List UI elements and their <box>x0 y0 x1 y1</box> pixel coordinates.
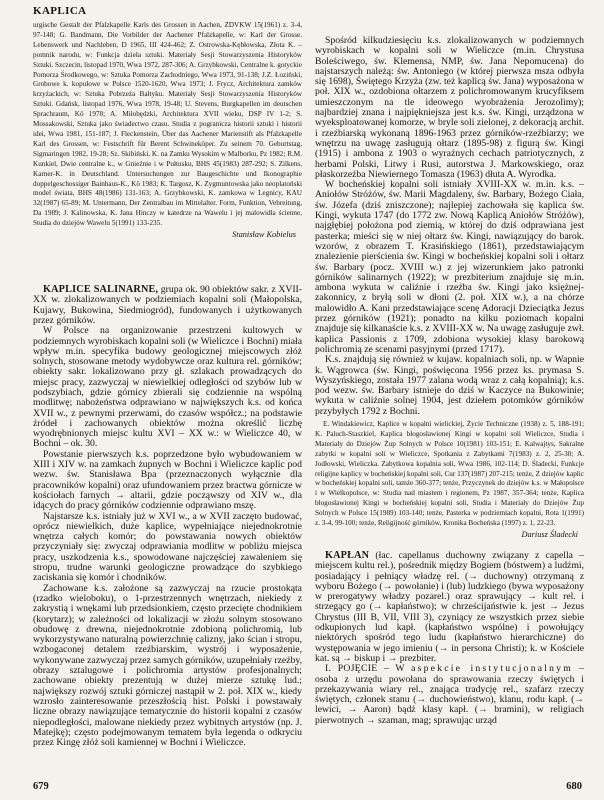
paragraph: Zachowane k.s. założone są zazwyczaj na rzucie prostokąta (rzadko wieloboku), o 1-przestrzennych wnętrzach, niekiedy z zakrystią i wnękami lub przedsionkiem, często przecięte chodnikiem (korytarz); w zależności od lokalizacji w złożu solnym stosowano obudowę z drewna, niejednokrotnie zdobioną polichromią, lub wykorzystywano naturalną powierzchnię calizny, jako ścian i stropu, wzbogaconej detalem rzeźbiarskim, wystrój i wyposażenie, wykonywane zazwyczaj przez samych górników, uzupełniały rzeźby, obrazy sztalugowe i polichromia artystów profesjonalnych; zachowane obiekty prezentują w dużej mierze sztukę lud.; największy rozwój sztuki górniczej nastąpił w 2. poł. XIX w., kiedy wzrosło zainteresowanie przeszłością hist. Polski i powstawały liczne obrazy nawiązujące tematycznie do historii kopalni z czasów niepodległości, malowane niekiedy przez wybitnych artystów (np. J. Matejkę); często podejmowanym tematem była legenda o odkryciu przez Kingę złóż soli kamiennej w Bochni i Wieliczce. <box>33 582 302 749</box>
section-pojecie-paragraph <box>315 664 584 726</box>
paragraph: Powstanie pierwszych k.s. poprzedzone było wybudowaniem w XIII i XIV w. na zamkach żupnych w Bochni i Wieliczce kaplic pod wezw. św. Stanisława Bpa (przeznaczonych wyłącznie dla pracowników kopalni) oraz ufundowaniem przez bractwa górnicze w kościołach farnych → altarii, gdzie począwszy od XIV w., dla idących do pracy górników codziennie odprawiano mszę. <box>33 448 302 512</box>
running-head: KAPLICA <box>33 5 87 17</box>
entry-lead-text: grupa ok. 90 obiektów sakr. z XVII-XX w. zlokalizowanych w podziemiach kopalni soli (Małopolska, Kujawy, Bukowina, Siedmiogród), fundowanych i użytkowanych przez górników. <box>33 284 302 326</box>
paragraph: Najstarsze k.s. istniały już w XVI w., a w XVII zaczęto budować, oprócz niewielkich, duże kaplice, wypełniające niejednokrotnie wnętrza całych komór; do powstawania nowych obiektów przyczyniały się: zwyczaj odprawiania modlitw w pobliżu miejsca pracy, uszkodzenia k.s., spowodowane najczęściej zawaleniem się stropu, trudne warunki geologiczne prowadzące do szybkiego zaciskania się komór i chodników. <box>33 510 302 584</box>
section-body-text: – osoba z urzędu powołana do sprawowania rzeczy świętych i przekazywania wiary rel., znająca tradycję rel., szafarz rzeczy świętych, członek stanu (→ duchowieństwo), klanu, rodu kapł. (→ lewici, → Aaron) bądź klasy kapł. (→ bramini), w religiach pierwotnych → szaman, mag; sprawując urząd <box>315 663 584 726</box>
section-heading: I. POJĘCIE – W <box>325 663 412 675</box>
entry-lead-text: (łac. capellanus duchowny związany z capella – miejscem kultu rel.), pośrednik między Bogiem (bóstwem) a ludźmi, posiadający i pełniący władzę rel. (→ duchowny) otrzymaną z wyboru Bożego (→ powołanie) i (lub) ludzkiego (bywa wyposażony w prerogatywy władzy pozarel.) oraz sprawujący → kult rel. i strzegący go (→ kapłaństwo); w chrześcijaństwie k. jest → Jezus Chrystus (III B, VII, VIII 3), czyniący ze wszystkich przez siebie odkupionych lud kapł. (kapłaństwo wspólne) i powołujący niektórych spośród tego ludu (kapłaństwo hierarchiczne) do występowania w jego imieniu (→ in persona Christi); k. w Kościele kat. są → biskup i → prezbiter. <box>315 549 584 664</box>
paragraph: K.s. znajdują się również w kujaw. kopalniach soli, np. w Wapnie k. Wągrowca (św. Kingi, poświęcona 1956 przez ks. prymasa S. Wyszyńskiego, została 1977 zalana wodą wraz z całą kopalnią); k.s. pod wezw. św. Barbary istnieje do dziś w Kaczyce na Bukowinie; wykuta w caliźnie solnej 1904, jest dziełem potomków górników przybyłych 1792 z Bochni. <box>315 354 584 417</box>
kaplica-bibliography: urgische Gestalt der Pfalzkapelle Karls des Grossen in Aachen, ZDVKW 15(1961) z. 3-4, 97-148; G. Bandmann, Die Vorbilder der Aachener Pfalzkapelle, w: Karl der Grosse. Lebenswerk und Nachleben, D 1965, III 424-462; Z. Ostrowska-Kębłowska, Złota K. – pomnik narodu, w: Funkcja dzieła sztuki. Materiały Sesji Stowarzyszenia Historyków Sztuki. Szczecin, listopad 1970, Wwa 1972, 287-306; A. Grzybkowski, Centralne k. gotyckie Pomorza Środkowego, w: Sztuka Pomorza Zachodniego, Wwa 1973, 91-138; J.Z. Łoziński, Grobowe k. kopułowe w Polsce 1520-1620, Wwa 1973; J. Frycz, Architektura zamków krzyżackich, w: Sztuka Pobrzeża Bałtyku. Materiały Sesji Stowarzyszenia Historyków Sztuki. Gdańsk, listopad 1976, Wwa 1978, 19-48; U. Stevens, Burgkapellen im deutschen Sprachraum, Kö 1978; A. Miłobędzki, Architektura XVII wieku, DSP IV 1-2; S. Mossakowski, Sztuka jako świadectwo czasu. Studia z pogranicza historii sztuki i historii idei, Wwa 1981, 151-187; J. Fleckenstein, Über das Aachener Marienstift als Pfalzkapelle Karl des Grossen, w: Festschrift für Berent Schwineköper. Zu seinem 70. Geburtstag, Sigmaringen 1982, 19-28; Sz. Skibiński, K. na Zamku Wysokim w Malborku, Pz 1982; R.M. Kunkiel, Dwie centralne k., w Gnieźnie i w Pułtusku, BHS 45(1983) 287-292; S. Zilkens, Karner-K. in Deutschland. Untersuchungen zur Baugeschichte und Ikonographie doppelgeschossiger Bainhaus-K., Kö 1983; K. Targosz, K. Zygmuntowska jako neoplatoński model świata, BHS 48(1986) 131-163; A. Grzybkowski, K. zamkowa w Legnicy, KAU 32(1987) 65-89; M. Untermann, Der Zentralbau im Mittelalter. Form, Funktion, Vebreitung, Da 1989; J. Kalinowska, K. Jana Hinczy w katedrze na Wawelu i jej malowidła ścienne, Studia do dziejów Wawelu 5(1991) 133-235. <box>33 21 302 228</box>
paragraph: Spośród kilkudziesięciu k.s. zlokalizowanych w podziemnych wyrobiskach w kopalni soli w Wieliczce (m.in. Chrystusa Boleściwego, św. Klemensa, NMP, św. Jana Nepomucena) do najstarszych należą: św. Antoniego (w której pierwsza msza odbyła się 1698), Świętego Krzyża (zw. też kaplicą św. Jana) wyposażona w poł. XIX w., ozdobiona ołtarzem z polichromowanym krucyfiksem umieszczonym na tle ideowego wyobrażenia Jerozolimy); najbardziej znana i najpiękniejsza jest k.s. św. Kingi, urządzona w wyeksploatowanej komorze, w bryle soli zielonej, z dekoracją archit. i rzeźbiarską wykonaną 1896-1963 przez górników-rzeźbiarzy; we wnętrzu na uwagę zasługują ołtarz (1895-98) z figurą św. Kingi (1915) i ambona z 1903 o wyraźnych cechach patriotycznych, z herbami Polski, Litwy i Rusi, autorstwa J. Markowskiego, oraz płaskorzeźba Niewiernego Tomasza (1963) dłuta A. Wyrodka. <box>315 35 584 180</box>
kaplice-salinarne-bibliography: E. Windakiewicz, Kaplice w kopalni wielickiej, Życie Techniczne (1938) z. 5, 188-191; K. Paluch-Staszkiel, Kaplica błogosławionej Kingi w kopalni soli Wieliczce, Studia i Materiały do Dziejów Żup Solnych w Polsce 10(1981) 103-151; E. Kalwajtys, Sakralne zabytki w kopalni soli w Wieliczce, Spotkania z Zabytkami 7(1983) z. 2, 25-30; A. Jodłowski, Wieliczka. Zabytkowa kopalnia soli, Wwa 1986, 102-114; D. Śladecki, Funkcje religijne kaplicy w bocheńskiej kopalni soli, Cur 137(1987) 207-215; tenże, Z dziejów kaplic w bocheńskiej kopalni soli, tamże 360-377; tenże, Przyczynek do dziejów k.s. w Małopolsce i w Wielkopolsce, w: Studia nad miastem i regionem, Pz 1987, 357-364; tenże, Kaplica błogosławionej Kingi w bocheńskiej kopalni soli, Studia i Materiały do Dziejów Żup Solnych w Polsce 15(1989) 103-140; tenże, Pasterka w podziemiach kopalni, Rota 1(1991) z. 3-4, 99-100; tenże, Religijność górników, Kronika Bocheńska (1997) z. 1, 22-23. <box>315 419 584 528</box>
kaplica-author-attribution: Stanisław Kobielus <box>232 230 296 240</box>
column-right <box>315 21 584 748</box>
page-number-right: 680 <box>566 781 582 792</box>
paragraph: W bocheńskiej kopalni soli istniały XVIII-XX w. m.in. k.s. – Aniołów Stróżów, św. Marii Magdaleny, św. Barbary, Bożego Ciała, św. Józefa (dziś zniszczone); najlepiej zachowała się kaplica św. Kingi, wykuta 1747 (do 1772 zw. Nową Kaplicą Aniołów Stróżów), najgłębiej położona pod ziemią, w której do dziś odprawiana jest pasterka; mieści się w niej ołtarz św. Kingi, nawiązujący do barok. wzorów, z obrazem T. Krasińskiego (1861), przedstawiającym znalezienie pierścienia św. Kingi w bocheńskiej kopalni soli i ołtarz św. Barbary (pocz. XVIII w.) z jej wizerunkiem jako patronki górników salinarnych (1922); w prezbiterium znajduje się m.in. ambona wykuta w caliźnie i rzeźba św. Kingi jako księżnej-zakonnicy, z bryłą soli w dłoni (2. poł. XIX w.), a na chórze malowidło A. Kani przedstawiające scenę Adoracji Dzieciątka Jezus przez górników (1921); ponadto na kilku poziomach kopalni znajduje się kilkanaście k.s. z XVIII-XX w. Na uwagę zasługuje zwł. kaplica Passionis z 1709, zdobiona wysokiej klasy barokową polichromią ze scenami pasyjnymi (przed 1717). <box>315 179 584 355</box>
entry-term-kaplan: KAPŁAN <box>325 549 370 561</box>
page-number-left: 679 <box>33 781 49 792</box>
section-heading-spaced: aspekcie instytucjonalnym <box>411 663 573 675</box>
two-column-text <box>33 21 584 748</box>
paragraph: W Polsce na organizowanie przestrzeni kultowych w podziemnych wyrobiskach kopalni soli (w Wieliczce i Bochni) miała wpływ m.in. specyfika budowy geologicznej miejscowych złóż solnych, stosowane metody wydobywcze oraz kultura rel. górników; obiekty sakr. lokalizowano przy gł. szlakach prowadzących do miejsc pracy, zazwyczaj w niewielkiej odległości od szybów lub w podszybiach, gdzie górnicy zbierali się codziennie na wspólną modlitwę; nabożeństwa odprawiano w największych k.s. od końca XVII w., z pewnymi przerwami, do czasów współcz.; na podstawie źródeł i zachowanych obiektów można określić liczbę wyodrębnionych miejsc kultu XVI – XX w.: w Wieliczce 40, w Bochni – ok. 30. <box>33 325 302 450</box>
kaplice-salinarne-author-attribution: Dariusz Śladecki <box>521 529 578 539</box>
entry-kaplice-salinarne-lead <box>33 285 302 326</box>
column-left <box>33 21 302 748</box>
entry-kaplan-lead <box>315 551 584 664</box>
entry-term-kaplice-salinarne: KAPLICE SALINARNE, <box>43 284 159 296</box>
